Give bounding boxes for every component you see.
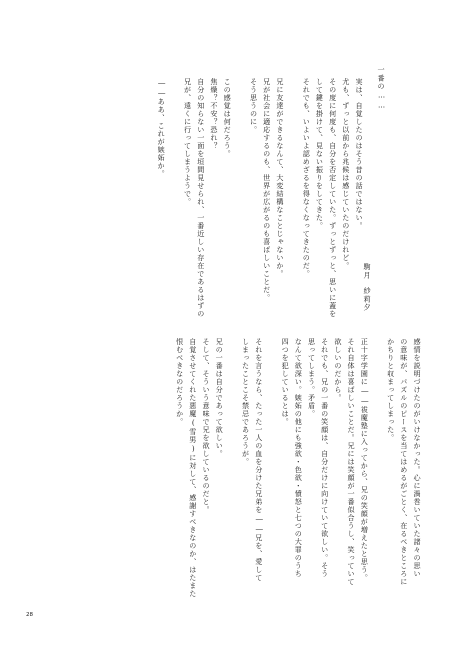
- text-column: 兄に友達ができるなんて、大変結構なことじゃないか。: [275, 78, 285, 278]
- text-column: この感覚は何だろう。: [223, 78, 233, 158]
- text-column: 兄が、遠くに行ってしまうようで。: [183, 78, 193, 206]
- text-column: かちりと収まってしまった。: [386, 338, 396, 442]
- text-column: 実は、自覚したのはそう昔の話ではない。: [355, 78, 364, 230]
- text-column: そう思うのに。: [249, 78, 259, 134]
- text-column: 焦燥？不安？恐れ？: [209, 78, 219, 150]
- story-title: 一番の……: [377, 66, 386, 111]
- page-number: 28: [26, 612, 33, 618]
- author-surname: 駒月: [363, 263, 372, 280]
- text-column: 正十字学園に――祓魔塾に入ってから、兄の笑顔が増えたと思う。: [360, 338, 370, 582]
- text-column: 感情を説明づけたのがいけなかった。心に渦巻いていた諸々の思い: [413, 338, 422, 578]
- text-column: なんて欲深い。嫉妬の他にも強欲・色欲・憤怒と七つの大罪のうち: [294, 338, 304, 578]
- text-column: ――ああ、これが嫉妬か。: [157, 78, 167, 178]
- text-column: 兄の一番は自分であって欲しい。: [215, 338, 225, 458]
- text-column: 欲しいのだから。: [333, 338, 343, 402]
- text-column: しまったことこそ禁忌であろうが。: [241, 338, 251, 466]
- author-given-name: 紗莉夕: [363, 287, 372, 312]
- text-column: それでも、いよいよ認めざるを得なくなってきたのだ。: [302, 78, 312, 278]
- text-column: それを言うなら、たった一人の血を分けた兄弟を――兄を、愛して: [254, 338, 264, 582]
- text-column: 恨むべきなのだろうか。: [175, 338, 185, 426]
- text-column: そして、そういう意味で兄を欲しているのだと。: [202, 338, 211, 514]
- text-column: 自覚させてくれた悪魔(雪男)に対して、感謝すべきなのか、はたまた: [188, 338, 198, 598]
- text-column: それでも、兄の一番の笑顔は、自分だけに向けていて欲しい。そう: [320, 338, 330, 578]
- text-column: の意味が、パズルのピースを当てはめるがごとく、在るべきところに: [399, 338, 409, 586]
- text-column: 尤も、ずっと以前から兆候は感じていたのだけれど。: [341, 78, 351, 270]
- text-column: 思ってしまう。矛盾。: [307, 338, 317, 418]
- text-column: 兄が社会に適応するのも、世界が広がるのも喜ばしいことだ。: [262, 78, 272, 302]
- text-column: 四つを犯しているとは。: [281, 338, 291, 426]
- text-column: 自分の知らない一面を垣間見せられ、一番近しい存在であるはずの: [196, 78, 206, 318]
- text-column: その度に何度も、自分を否定していた。ずっとずっと、思いに蓋を: [328, 78, 338, 318]
- lower-text-block: [170, 338, 421, 598]
- text-column: それ自体は喜ばしいことだ。兄には笑顔が一番似合うし、笑っていて: [347, 338, 357, 586]
- upper-text-block: [152, 78, 363, 318]
- author-byline: [364, 263, 372, 312]
- text-column: して鍵を掛けて、見ない振りをしてきた。: [315, 78, 325, 230]
